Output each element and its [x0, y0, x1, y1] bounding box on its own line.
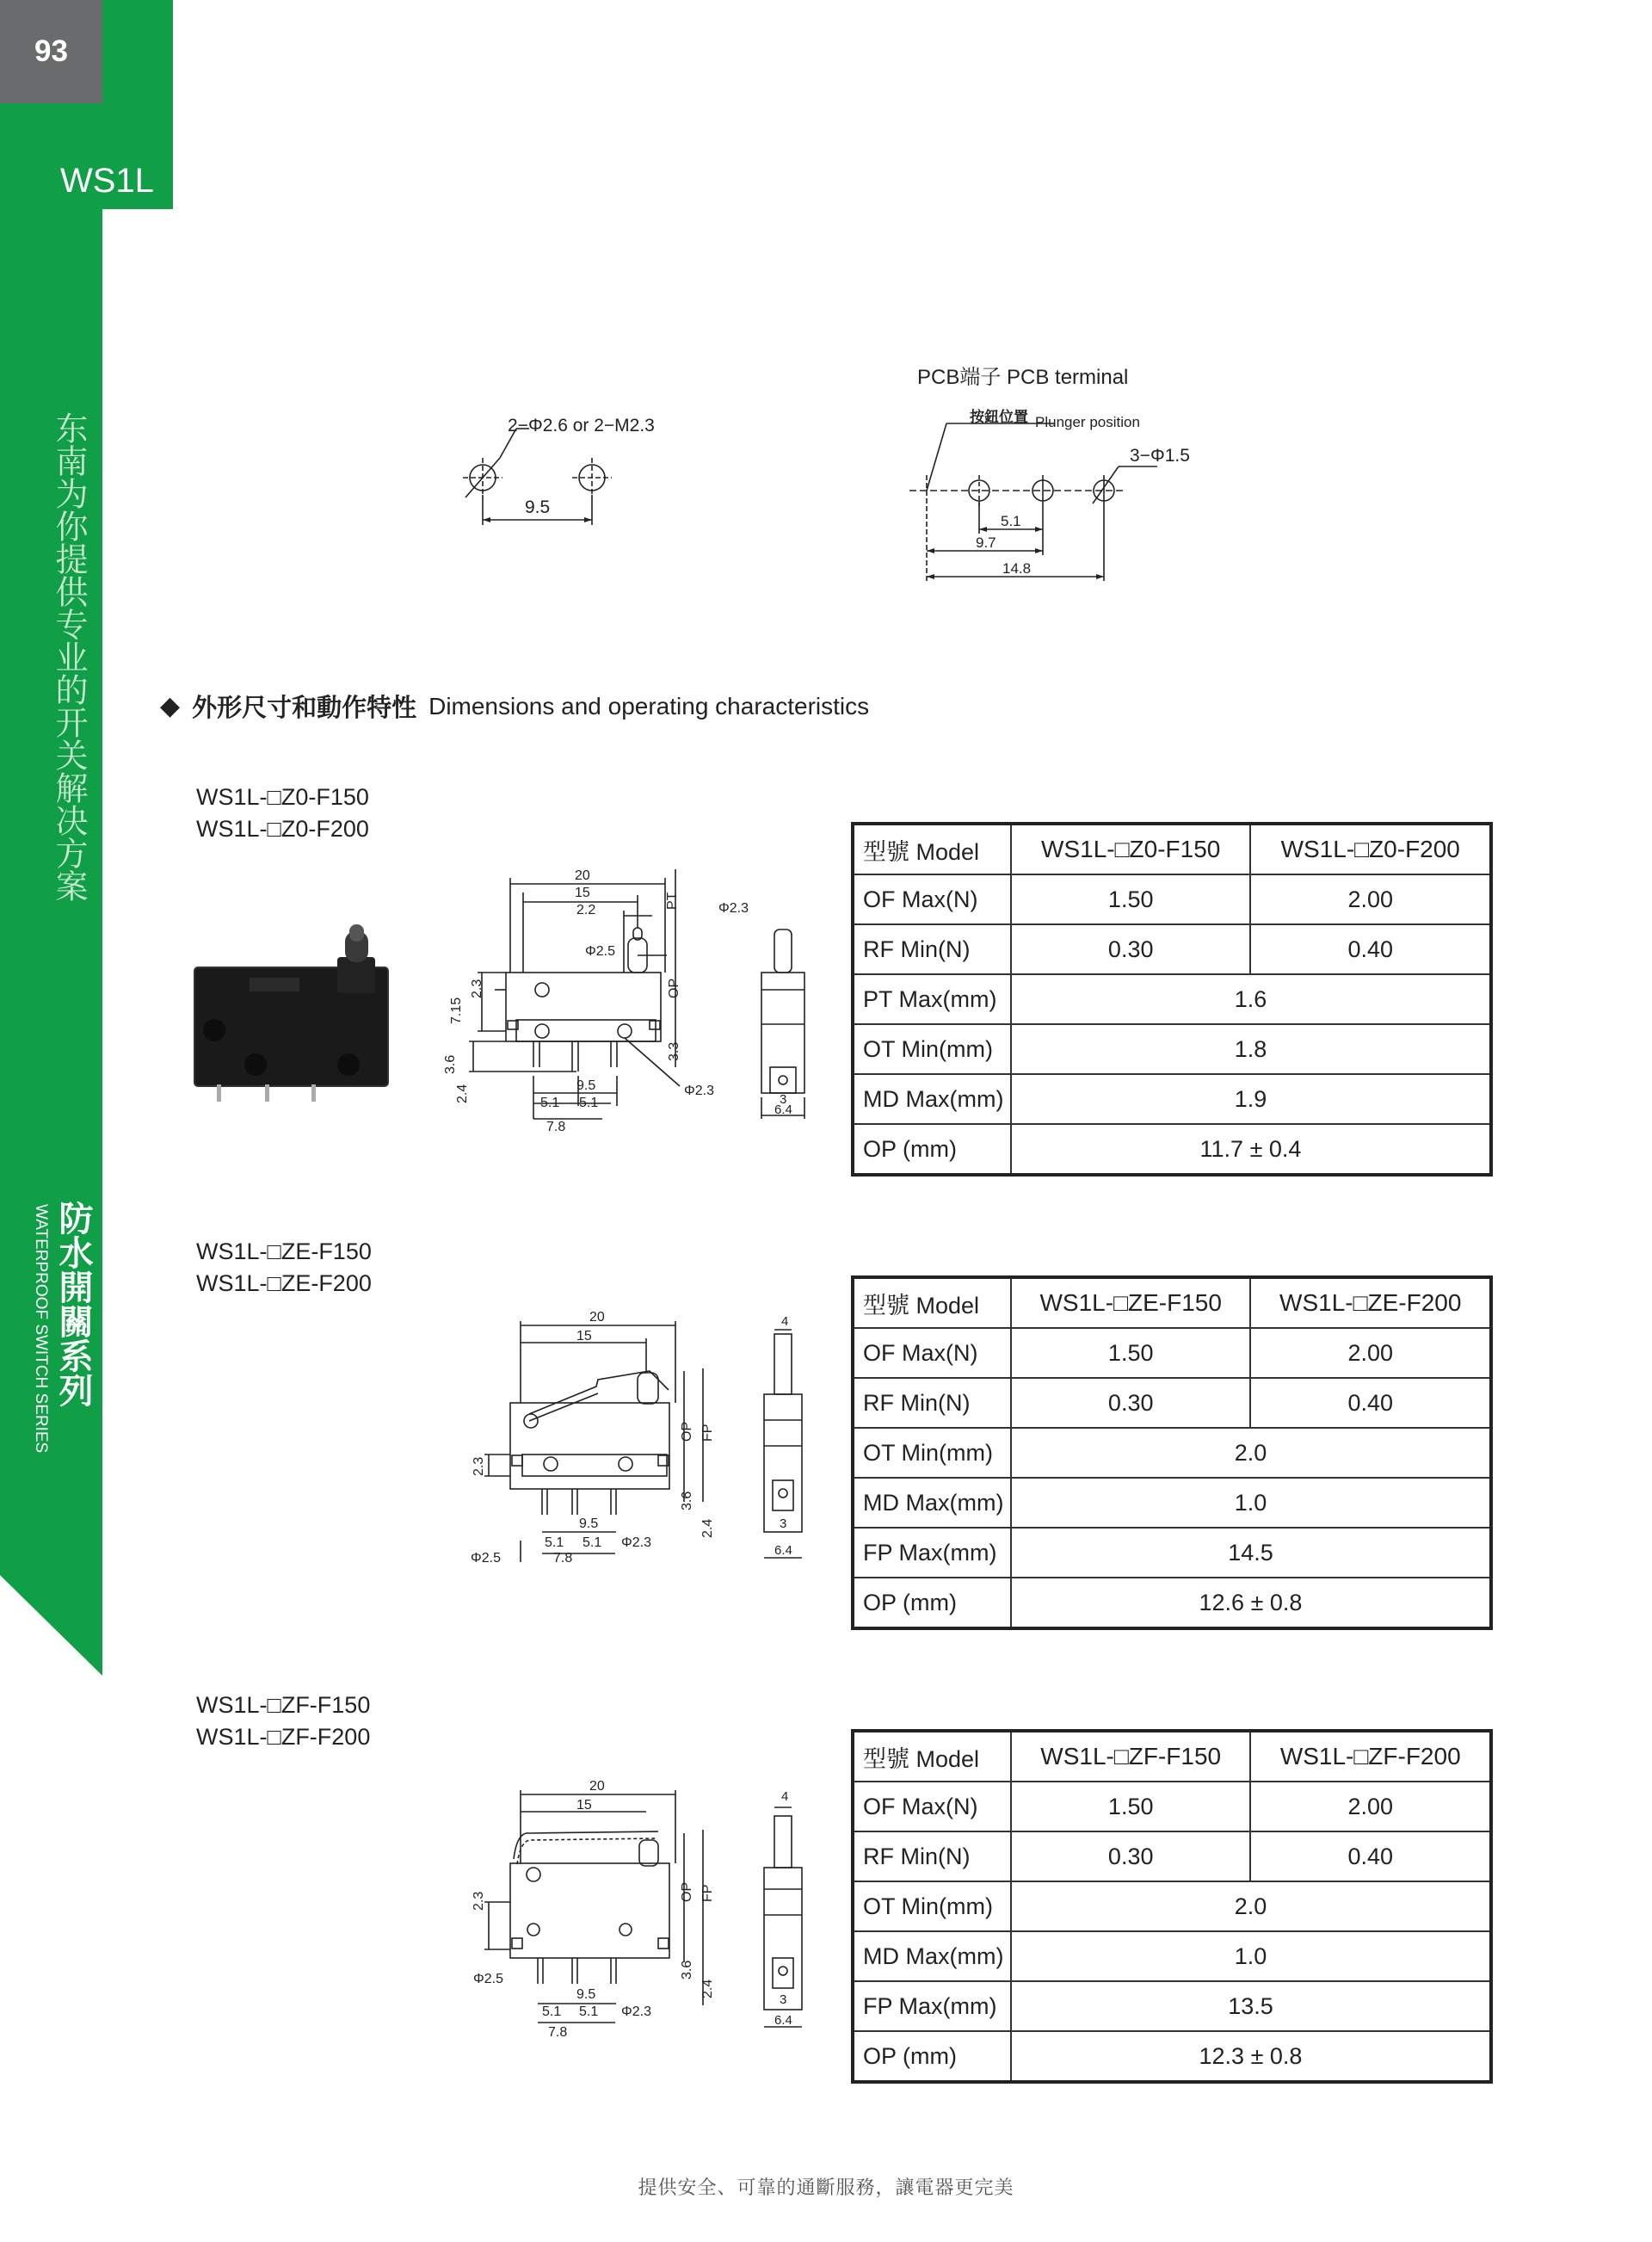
row-label: RF Min(N) — [853, 1831, 1011, 1881]
spec-table-ze — [851, 1275, 1493, 1630]
dim-text: 2.2 — [576, 903, 596, 917]
cell-value: 1.0 — [1011, 1478, 1491, 1528]
table-row — [853, 1124, 1491, 1175]
cell-value: 2.00 — [1250, 874, 1491, 924]
spec-table-z0 — [851, 822, 1493, 1177]
switch-product-photo — [191, 924, 398, 1105]
cell-value: 2.0 — [1011, 1428, 1491, 1478]
table-header-label: 型號 Model — [853, 1277, 1011, 1328]
dim-text: Φ2.5 — [473, 1972, 504, 1986]
row-label: OP (mm) — [853, 2031, 1011, 2082]
cell-value: 1.8 — [1011, 1024, 1491, 1074]
table-row — [853, 1328, 1491, 1378]
dim-text: 9.5 — [576, 1078, 596, 1093]
table-header-col: WS1L-□ZE-F150 — [1011, 1277, 1251, 1328]
cell-value: 2.00 — [1250, 1782, 1491, 1831]
pcb-hole-spec: 3−Φ1.5 — [1130, 446, 1190, 466]
row-label: MD Max(mm) — [853, 1478, 1011, 1528]
dim-text: 20 — [575, 868, 590, 883]
dim-text: 4 — [781, 1314, 789, 1329]
dim-text: Φ2.3 — [621, 1535, 652, 1550]
dim-text: 5.1 — [583, 1535, 602, 1550]
dim-text: Φ2.3 — [684, 1084, 715, 1098]
row-label: OP (mm) — [853, 1124, 1011, 1175]
dim-text: FP — [700, 1424, 715, 1442]
plunger-position-en: Plunger position — [1035, 414, 1140, 430]
drawing-ze-side — [749, 1308, 826, 1566]
model-line: WS1L-□ZF-F200 — [196, 1724, 371, 1750]
drawing-z0-side — [749, 921, 826, 1127]
dim-text: Φ2.5 — [585, 944, 616, 959]
dim-text: 7.8 — [546, 1120, 566, 1134]
dim-text: 2.3 — [472, 1456, 486, 1476]
dim-text: 3 — [780, 1516, 787, 1531]
model-line: WS1L-□Z0-F200 — [196, 816, 369, 842]
table-row — [853, 924, 1491, 974]
series-code: WS1L — [60, 162, 154, 200]
model-line: WS1L-□ZE-F150 — [196, 1238, 372, 1264]
row-label: OF Max(N) — [853, 1328, 1011, 1378]
cell-value: 1.6 — [1011, 974, 1491, 1024]
drawing-ze-front — [469, 1304, 727, 1579]
drawing-zf-side — [749, 1782, 826, 2040]
sidebar-slogan: 东南为你提供专业的开关解决方案 — [50, 411, 88, 902]
dim-text: 15 — [575, 886, 590, 900]
dim-text: 5.1 — [579, 1096, 599, 1110]
model-line: WS1L-□ZF-F150 — [196, 1692, 371, 1718]
cell-value: 1.50 — [1011, 1782, 1251, 1831]
section-header — [160, 689, 869, 724]
cell-value: 1.0 — [1011, 1931, 1491, 1981]
dim-text: 6.4 — [774, 1543, 792, 1558]
table-row — [853, 1378, 1491, 1428]
cell-value: 1.9 — [1011, 1074, 1491, 1124]
footer-slogan: 提供安全、可靠的通斷服務，讓電器更完美 — [638, 2177, 1014, 2199]
table-row — [853, 1024, 1491, 1074]
cell-value: 12.6 ± 0.8 — [1011, 1578, 1491, 1628]
dim-text: 5.1 — [542, 2004, 562, 2019]
plunger-position-cn: 按鈕位置 — [970, 409, 1028, 425]
table-row — [853, 1428, 1491, 1478]
dim-text: 3.6 — [443, 1054, 458, 1074]
row-label: FP Max(mm) — [853, 1528, 1011, 1578]
series-title-en: WATERPROOF SWITCH SERIES — [32, 1204, 50, 1454]
table-row — [853, 974, 1491, 1024]
dim-text: 2.3 — [472, 1891, 486, 1911]
solder-terminal-drawing — [447, 405, 706, 534]
table-header-row — [853, 1277, 1491, 1328]
table-header-col: WS1L-□ZF-F150 — [1011, 1731, 1251, 1782]
dim-text: 2.4 — [700, 1518, 715, 1538]
dim-text: OP — [680, 1421, 694, 1442]
table-row — [853, 1981, 1491, 2031]
cell-value: 12.3 ± 0.8 — [1011, 2031, 1491, 2082]
dim-text: 3 — [780, 1992, 787, 2007]
table-row — [853, 2031, 1491, 2082]
row-label: OP (mm) — [853, 1578, 1011, 1628]
cell-value: 0.40 — [1250, 1378, 1491, 1428]
row-label: MD Max(mm) — [853, 1074, 1011, 1124]
row-label: RF Min(N) — [853, 924, 1011, 974]
dim-text: 20 — [589, 1779, 605, 1794]
table-header-col: WS1L-□Z0-F150 — [1011, 824, 1251, 874]
dim-text: Φ2.3 — [718, 901, 749, 916]
row-label: FP Max(mm) — [853, 1981, 1011, 2031]
cell-value: 14.5 — [1011, 1528, 1491, 1578]
dim-text: 4 — [781, 1789, 789, 1804]
model-line: WS1L-□Z0-F150 — [196, 784, 369, 810]
cell-value: 0.30 — [1011, 1831, 1251, 1881]
spec-table-zf — [851, 1729, 1493, 2084]
cell-value: 2.0 — [1011, 1881, 1491, 1931]
dim-text: 7.15 — [449, 997, 464, 1024]
dim-text: 3 — [780, 1092, 787, 1107]
row-label: OT Min(mm) — [853, 1881, 1011, 1931]
dim-text: Φ2.3 — [621, 2004, 652, 2019]
dim-text: 2.4 — [455, 1084, 470, 1103]
dim-text: 2.4 — [700, 1979, 715, 1998]
row-label: PT Max(mm) — [853, 974, 1011, 1024]
pcb-terminal-title: PCB端子 PCB terminal — [917, 366, 1129, 389]
dim-text: 9.5 — [579, 1516, 599, 1531]
pcb-dim-14-8: 14.8 — [1002, 560, 1032, 577]
model-label-z0 — [196, 781, 369, 845]
dim-text: 6.4 — [774, 2013, 792, 2028]
dim-text: OP — [667, 978, 681, 998]
dim-text: 5.1 — [545, 1535, 564, 1550]
dim-text: 6.4 — [774, 1102, 792, 1117]
cell-value: 13.5 — [1011, 1981, 1491, 2031]
cell-value: 11.7 ± 0.4 — [1011, 1124, 1491, 1175]
table-header-col: WS1L-□ZF-F200 — [1250, 1731, 1491, 1782]
page-number: 93 — [0, 0, 102, 103]
dim-text: 5.1 — [579, 2004, 599, 2019]
table-row — [853, 1578, 1491, 1628]
model-label-zf — [196, 1689, 370, 1753]
row-label: RF Min(N) — [853, 1378, 1011, 1428]
row-label: OF Max(N) — [853, 874, 1011, 924]
row-label: OT Min(mm) — [853, 1024, 1011, 1074]
hole-spec-text: 2−Φ2.6 or 2−M2.3 — [508, 416, 655, 435]
table-row — [853, 1881, 1491, 1931]
cell-value: 2.00 — [1250, 1328, 1491, 1378]
dim-text: 3.6 — [680, 1960, 694, 1980]
dim-text: OP — [680, 1881, 694, 1902]
pitch-text: 9.5 — [525, 497, 551, 517]
table-header-label: 型號 Model — [853, 824, 1011, 874]
dim-text: 7.8 — [553, 1551, 573, 1566]
drawing-zf-front — [469, 1773, 727, 2048]
row-label: OF Max(N) — [853, 1782, 1011, 1831]
dim-text: 5.1 — [540, 1096, 560, 1110]
table-row — [853, 1528, 1491, 1578]
table-header-col: WS1L-□ZE-F200 — [1250, 1277, 1491, 1328]
dim-text: 7.8 — [548, 2025, 568, 2040]
table-row — [853, 1831, 1491, 1881]
table-row — [853, 1931, 1491, 1981]
dim-text: PT — [665, 892, 680, 910]
dim-text: FP — [700, 1884, 715, 1902]
table-row — [853, 874, 1491, 924]
row-label: OT Min(mm) — [853, 1428, 1011, 1478]
pcb-terminal-drawing — [908, 405, 1217, 585]
dim-text: 20 — [589, 1310, 605, 1325]
cell-value: 0.40 — [1250, 1831, 1491, 1881]
table-header-row — [853, 824, 1491, 874]
table-row — [853, 1478, 1491, 1528]
table-header-col: WS1L-□Z0-F200 — [1250, 824, 1491, 874]
cell-value: 0.30 — [1011, 1378, 1251, 1428]
section-title-cn: 外形尺寸和動作特性 — [192, 693, 417, 722]
model-line: WS1L-□ZE-F200 — [196, 1270, 372, 1296]
cell-value: 1.50 — [1011, 874, 1251, 924]
dim-text: 3.3 — [667, 1041, 681, 1061]
dim-text: 15 — [576, 1798, 592, 1813]
table-row — [853, 1074, 1491, 1124]
diamond-icon: ◆ — [160, 692, 181, 720]
table-header-label: 型號 Model — [853, 1731, 1011, 1782]
dim-text: Φ2.5 — [471, 1551, 502, 1566]
section-title-en: Dimensions and operating characteristics — [428, 692, 870, 720]
row-label: MD Max(mm) — [853, 1931, 1011, 1981]
dim-text: 3.6 — [680, 1491, 694, 1510]
dim-text: 9.5 — [576, 1987, 596, 2002]
cell-value: 0.40 — [1250, 924, 1491, 974]
pcb-dim-5-1: 5.1 — [1001, 513, 1021, 529]
cell-value: 1.50 — [1011, 1328, 1251, 1378]
drawing-z0-front — [430, 861, 749, 1145]
table-row — [853, 1782, 1491, 1831]
dim-text: 2.3 — [470, 979, 484, 998]
series-title-cn: 防水開關系列 — [53, 1201, 93, 1407]
model-label-ze — [196, 1236, 372, 1300]
dim-text: 15 — [576, 1329, 592, 1343]
pcb-dim-9-7: 9.7 — [976, 534, 996, 551]
cell-value: 0.30 — [1011, 924, 1251, 974]
table-header-row — [853, 1731, 1491, 1782]
